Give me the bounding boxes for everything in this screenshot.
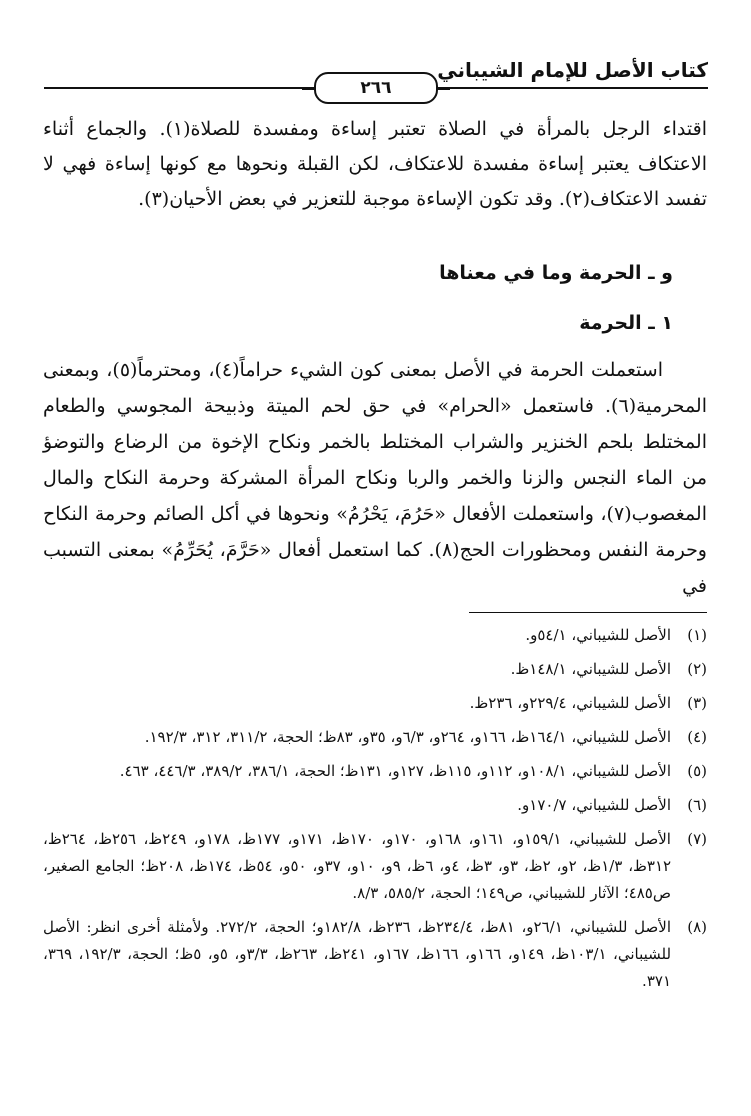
footnote-item	[43, 792, 707, 819]
page-number: ٢٦٦	[314, 72, 438, 104]
section-heading: و ـ الحرمة وما في معناها	[439, 262, 673, 284]
footnote-number: (١)	[687, 626, 707, 644]
footnote-text: الأصل للشيباني، ١٥٩/١و، ١٦١و، ١٦٨و، ١٧٠و، ١٧٠ظ، ١٧١و، ١٧٧ظ، ١٧٨و، ٢٤٩ظ، ٢٥٦ظ، ٢٦٤ظ، ٣١٢ظ، ١/٣ظ، ٢و، ٢ظ، ٣و، ٣ظ، ٤و، ٦ظ، ٩و، ١٠و، ٣٧و، ٥٠و، ٥٤ظ، ١٧٤ظ، ٢٠٨ظ؛ الجامع الصغير، ص٤٨٥؛ الآثار للشيباني، ص١٤٩؛ الحجة، ٥٨٥/٢، ٨/٣.	[43, 830, 672, 902]
footnote-number: (٧)	[687, 830, 707, 848]
section-text: استعملت الحرمة في الأصل بمعنى كون الشيء حراماً(٤)، ومحترماً(٥)، وبمعنى المحرمية(٦). فاستعمل «الحرام» في حق لحم الميتة وذبيحة المجوسي والطعام المختلط بلحم الخنزير والشراب المختلط بالخمر ونكاح الإخوة من الرضاع والتوضؤ من الماء النجس والزنا والخمر والربا ونكاح المرأة المشركة وحرمة النكاح والمال المغصوب(٧)، واستعملت الأفعال «حَرُمَ، يَحْرُمُ» ونحوها في أكل الصائم وحرمة النكاح وحرمة النفس ومحظورات الحج(٨). كما استعمل أفعال «حَرَّمَ، يُحَرِّمُ» بمعنى التسبب في	[43, 359, 707, 597]
book-title: كتاب الأصل للإمام الشيباني	[437, 58, 708, 82]
footnote-number: (٦)	[687, 796, 707, 814]
footnote-text: الأصل للشيباني، ٥٤/١و.	[525, 626, 671, 644]
intro-text: اقتداء الرجل بالمرأة في الصلاة تعتبر إساءة ومفسدة للصلاة(١). والجماع أثناء الاعتكاف يعتبر إساءة مفسدة للاعتكاف، لكن القبلة ونحوها مع كونها إساءة فهي لا تفسد الاعتكاف(٢). وقد تكون الإساءة موجبة للتعزير في بعض الأحيان(٣).	[43, 118, 707, 210]
section-paragraph	[43, 352, 707, 604]
footnote-item	[43, 826, 707, 907]
footnote-text: الأصل للشيباني، ١٠٨/١و، ١١٢و، ١١٥ظ، ١٢٧و، ١٣١ظ؛ الحجة، ٣٨٦/١، ٣٨٩/٢، ٤٤٦/٣، ٤٦٣.	[119, 762, 671, 780]
footnote-number: (٢)	[687, 660, 707, 678]
intro-paragraph	[43, 112, 707, 217]
footnote-text: الأصل للشيباني، ١٦٤/١ظ، ١٦٦و، ٢٦٤و، ٦/٣و، ٣٥و، ٨٣ظ؛ الحجة، ٣١١/٢، ٣١٢، ١٩٢/٣.	[144, 728, 671, 746]
footnote-text: الأصل للشيباني، ٢٢٩/٤و، ٢٣٦ظ.	[469, 694, 671, 712]
footnote-item	[43, 724, 707, 751]
footnote-item	[43, 914, 707, 995]
footnotes	[43, 622, 707, 1002]
footnote-number: (٨)	[687, 918, 707, 936]
footnote-number: (٥)	[687, 762, 707, 780]
footnote-text: الأصل للشيباني، ١٧٠/٧و.	[517, 796, 671, 814]
footnote-text: الأصل للشيباني، ٢٦/١و، ٨١ظ، ٢٣٤/٤ظ، ٢٣٦ظ، ١٨٢/٨و؛ الحجة، ٢٧٢/٢. ولأمثلة أخرى انظر: الأصل للشيباني، ١٠٣/١ظ، ١٤٩و، ١٦٦و، ١٦٦ظ، ١٦٧و، ٢٤١ظ، ٢٦٣ظ، ٣/٣و، ٥و، ٥ظ؛ الحجة، ١٩٢/٣، ٣٦٩، ٣٧١.	[43, 918, 672, 990]
footnote-item	[43, 622, 707, 649]
footnote-item	[43, 690, 707, 717]
footnote-item	[43, 656, 707, 683]
footnote-number: (٣)	[687, 694, 707, 712]
footnote-separator	[469, 612, 707, 613]
footnote-item	[43, 758, 707, 785]
subsection-heading: ١ ـ الحرمة	[579, 312, 673, 334]
footnote-text: الأصل للشيباني، ١٤٨/١ظ.	[510, 660, 671, 678]
footnote-number: (٤)	[687, 728, 707, 746]
page-header	[44, 52, 708, 102]
